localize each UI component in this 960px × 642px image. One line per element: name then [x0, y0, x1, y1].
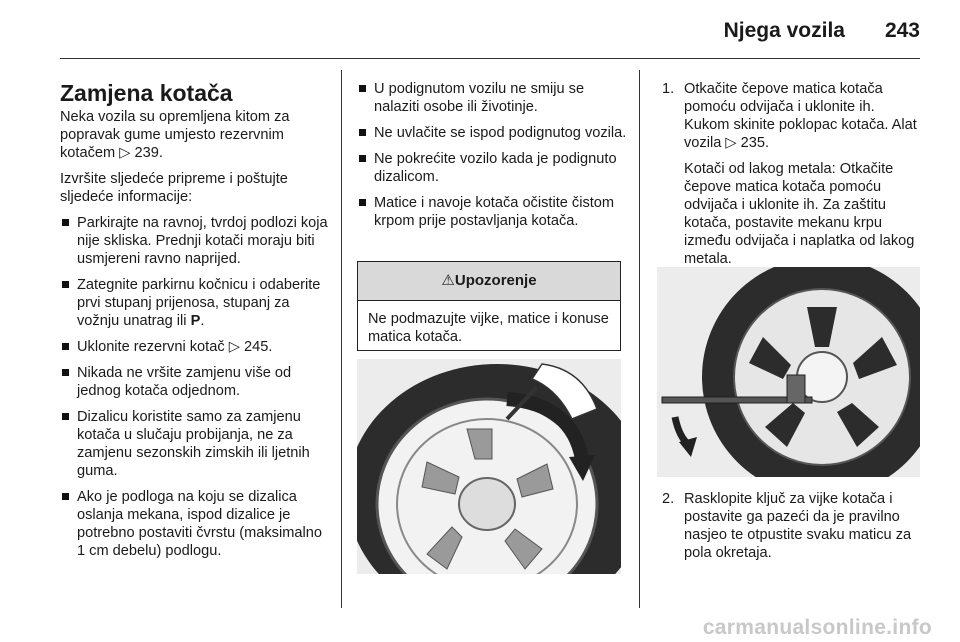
site-watermark: carmanualsonline.info	[702, 616, 932, 639]
warning-box	[357, 261, 621, 351]
right-column-continued	[662, 490, 924, 570]
list-item-text: U podignutom vozilu ne smiju se nalaziti osobe ili životinje.	[374, 81, 585, 115]
gear-p-label: P	[190, 313, 201, 329]
intro-text: Neka vozila su opremljena kitom za popravak gume umjesto rezervnim kotačem	[60, 109, 290, 161]
prep-paragraph: Izvršite sljedeće pripreme i poštujte sljedeće informacije:	[60, 171, 288, 205]
list-item	[60, 214, 332, 268]
steps-list-part1	[662, 80, 924, 268]
list-item-text: Ne pokrećite vozilo kada je podignuto dizalicom.	[374, 151, 617, 185]
page-heading: Zamjena kotača	[60, 80, 233, 106]
section-title: Njega vozila	[723, 19, 845, 42]
bullet-square-icon	[359, 155, 366, 162]
list-item-text: Matice i navoje kotača očistite čistom krpom prije postavljanja kotača.	[374, 195, 615, 229]
right-column	[662, 80, 924, 276]
warning-header	[358, 262, 620, 301]
step-item-2	[662, 490, 924, 562]
list-item	[60, 338, 332, 356]
vehicle-tools-ref-link[interactable]: 235.	[740, 135, 770, 151]
warning-triangle-icon: ⚠	[441, 272, 455, 289]
alloy-wheel-illustration	[657, 267, 920, 477]
bullet-square-icon	[359, 85, 366, 92]
intro-paragraph	[60, 108, 332, 162]
bullet-square-icon	[359, 129, 366, 136]
intro-ref-link[interactable]: 239.	[134, 145, 163, 161]
spare-wheel-ref-link[interactable]: 245.	[243, 339, 273, 355]
warning-body: Ne podmazujte vijke, matice i konuse matica kotača.	[368, 311, 609, 345]
list-item-text: Nikada ne vršite zamjenu više od jednog kotača odjednom.	[77, 365, 292, 399]
step-text: Otkačite čepove matica kotača pomoću odvijača i uklonite ih. Kukom skinite poklopac kotača. Alat vozila	[684, 81, 917, 151]
alloy-wheel-drawing	[657, 267, 920, 477]
list-item-text: Dizalicu koristite samo za zamjenu kotača u slučaju probijanja, ne za zamjenu sezonskih zimskih ili ljetnih guma.	[77, 409, 310, 479]
column-divider-1	[341, 70, 342, 608]
step-item-1	[662, 80, 924, 268]
bullet-square-icon	[62, 281, 69, 288]
bullet-square-icon	[359, 199, 366, 206]
safety-list	[357, 80, 627, 230]
column-divider-2	[639, 70, 640, 608]
reference-arrow-icon: ▷	[228, 339, 240, 355]
hubcap-removal-illustration	[357, 359, 621, 574]
step-text: Rasklopite ključ za vijke kotača i postavite ga pazeći da je pravilno nasjeo te otpustite svaku maticu za pola okretaja.	[684, 491, 912, 561]
list-item	[357, 80, 627, 116]
list-item-text: Ako je podloga na koju se dizalica oslanja mekana, ispod dizalice je potrebno postaviti čvrstu (maksimalno 1 cm debelu) podlogu.	[77, 489, 322, 559]
warning-title: Upozorenje	[454, 272, 537, 289]
hubcap-center	[459, 478, 515, 530]
step-number: 2.	[662, 491, 675, 507]
list-item	[357, 124, 627, 142]
list-item	[60, 408, 332, 480]
left-column	[60, 80, 332, 568]
header-rule	[60, 58, 920, 59]
reference-arrow-icon: ▷	[725, 135, 737, 151]
bullet-square-icon	[62, 343, 69, 350]
list-item	[357, 194, 627, 230]
reference-arrow-icon: ▷	[119, 145, 131, 161]
bullet-square-icon	[62, 493, 69, 500]
prep-list	[60, 214, 332, 560]
page-number: 243	[884, 19, 920, 42]
middle-column	[357, 80, 627, 238]
list-item-text: Zategnite parkirnu kočnicu i odaberite prvi stupanj prijenosa, stupanj za vožnju unatrag ili	[77, 277, 321, 329]
list-item	[357, 150, 627, 186]
bullet-square-icon	[62, 413, 69, 420]
step-number: 1.	[662, 81, 675, 97]
steps-list-part2	[662, 490, 924, 562]
bullet-square-icon	[62, 369, 69, 376]
list-item	[60, 276, 332, 330]
list-item-end: .	[200, 313, 205, 329]
list-item	[60, 364, 332, 400]
list-item-text: Ne uvlačite se ispod podignutog vozila.	[374, 125, 627, 141]
wheel-hubcap-drawing	[357, 359, 621, 574]
step-note: Kotači od lakog metala: Otkačite čepove matica kotača pomoću odvijača i uklonite ih. Za zaštitu kotača, postavite mekanu krpu između odvijača i naplatka od lakog metala.	[684, 161, 915, 267]
list-item-text: Parkirajte na ravnoj, tvrdoj podlozi koja nije skliska. Prednji kotači moraju biti usmjereni ravno naprijed.	[77, 215, 328, 267]
bullet-square-icon	[62, 219, 69, 226]
page-header	[0, 0, 960, 58]
list-item	[60, 488, 332, 560]
list-item-text: Uklonite rezervni kotač	[77, 339, 225, 355]
